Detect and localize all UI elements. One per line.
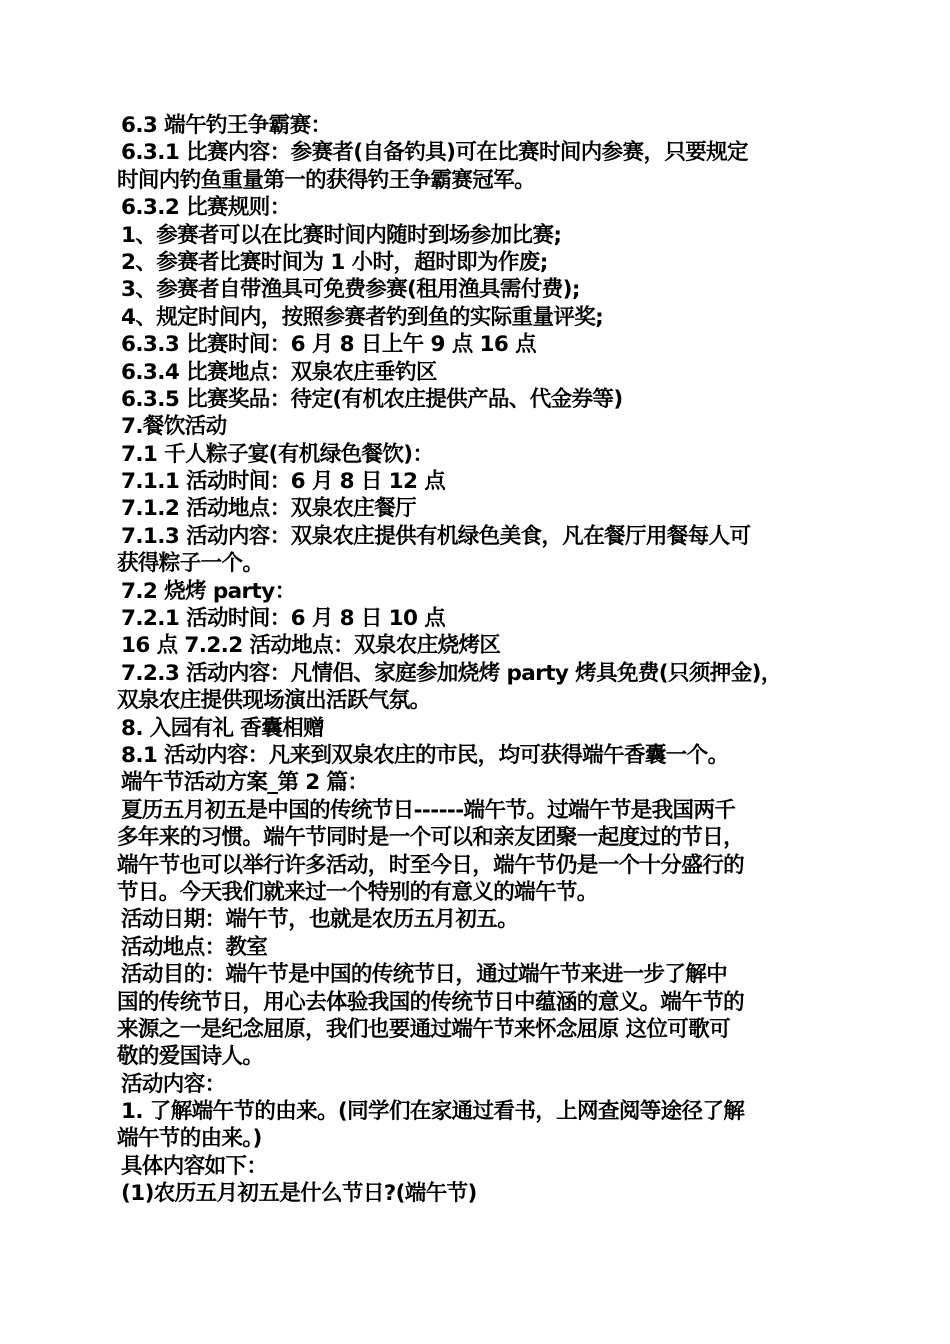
text-line: 6.3 端午钓王争霸赛：: [121, 113, 332, 138]
text-line: 国的传统节日，用心去体验我国的传统节日中蕴涵的意义。端午节的: [117, 989, 745, 1015]
text-line: 7.2 烧烤 party：: [121, 578, 296, 604]
section-heading: 端午节活动方案_第 2 篇：: [121, 770, 369, 796]
text-line: 6.3.1 比赛内容：参赛者(自备钓具)可在比赛时间内参赛，只要规定: [121, 140, 748, 166]
text-line: 多年来的习惯。端午节同时是一个可以和亲友团聚一起度过的节日，: [117, 825, 745, 851]
text-line: 1. 了解端午节的由来。(同学们在家通过看书，上网查阅等途径了解: [121, 1099, 745, 1125]
text-line: 夏历五月初五是中国的传统节日------端午节。过端午节是我国两千: [121, 797, 736, 823]
text-line: 6.3.4 比赛地点：双泉农庄垂钓区: [121, 359, 437, 385]
text-line: 敬的爱国诗人。: [117, 1044, 264, 1070]
text-line: 获得粽子一个。: [117, 551, 264, 577]
text-line: 7.2.3 活动内容：凡情侣、家庭参加烧烤 party 烤具免费(只须押金)，: [121, 660, 782, 686]
text-line: 7.1.3 活动内容：双泉农庄提供有机绿色美食，凡在餐厅用餐每人可: [121, 523, 751, 549]
text-line: 7.2.1 活动时间：6 月 8 日 10 点: [121, 606, 446, 632]
document-body: [117, 112, 837, 1208]
text-line: 6.3.3 比赛时间：6 月 8 日上午 9 点 16 点: [121, 332, 536, 358]
text-line: 具体内容如下：: [121, 1153, 268, 1179]
text-line: 4、规定时间内，按照参赛者钓到鱼的实际重量评奖;: [121, 304, 604, 330]
text-line: 7.1.1 活动时间：6 月 8 日 12 点: [121, 469, 446, 495]
text-line: 1、参赛者可以在比赛时间内随时到场参加比赛;: [121, 222, 562, 248]
text-line: 节日。今天我们就来过一个特别的有意义的端午节。: [117, 879, 598, 905]
text-line: 16 点 7.2.2 活动地点：双泉农庄烧烤区: [121, 633, 501, 659]
text-line: 8.1 活动内容：凡来到双泉农庄的市民，均可获得端午香囊一个。: [121, 742, 729, 768]
text-line: 6.3.5 比赛奖品：待定(有机农庄提供产品、代金券等): [121, 386, 623, 412]
text-line: 7.餐饮活动: [121, 414, 227, 440]
text-line: 活动日期：端午节，也就是农历五月初五。: [121, 907, 519, 933]
text-line: 8. 入园有礼 香囊相赠: [121, 715, 324, 741]
text-line: 2、参赛者比赛时间为 1 小时，超时即为作废;: [121, 249, 548, 275]
text-line: 7.1.2 活动地点：双泉农庄餐厅: [121, 496, 417, 522]
text-line: 来源之一是纪念屈原，我们也要通过端午节来怀念屈原 这位可歌可: [117, 1016, 730, 1042]
text-line: 3、参赛者自带渔具可免费参赛(租用渔具需付费);: [121, 277, 580, 303]
text-line: 端午节也可以举行许多活动，时至今日，端午节仍是一个十分盛行的: [117, 852, 745, 878]
text-line: 端午节的由来。): [117, 1126, 262, 1152]
text-line: 活动目的：端午节是中国的传统节日，通过端午节来进一步了解中: [121, 962, 728, 988]
text-line: 时间内钓鱼重量第一的获得钓王争霸赛冠军。: [117, 167, 536, 193]
text-line: 双泉农庄提供现场演出活跃气氛。: [117, 688, 431, 714]
text-line: 7.1 千人粽子宴(有机绿色餐饮)：: [121, 441, 434, 467]
text-line: 活动地点：教室: [121, 934, 268, 960]
text-line: 6.3.2 比赛规则：: [121, 195, 291, 221]
text-line: 活动内容：: [121, 1071, 226, 1097]
text-line: (1)农历五月初五是什么节日?(端午节): [121, 1181, 477, 1207]
